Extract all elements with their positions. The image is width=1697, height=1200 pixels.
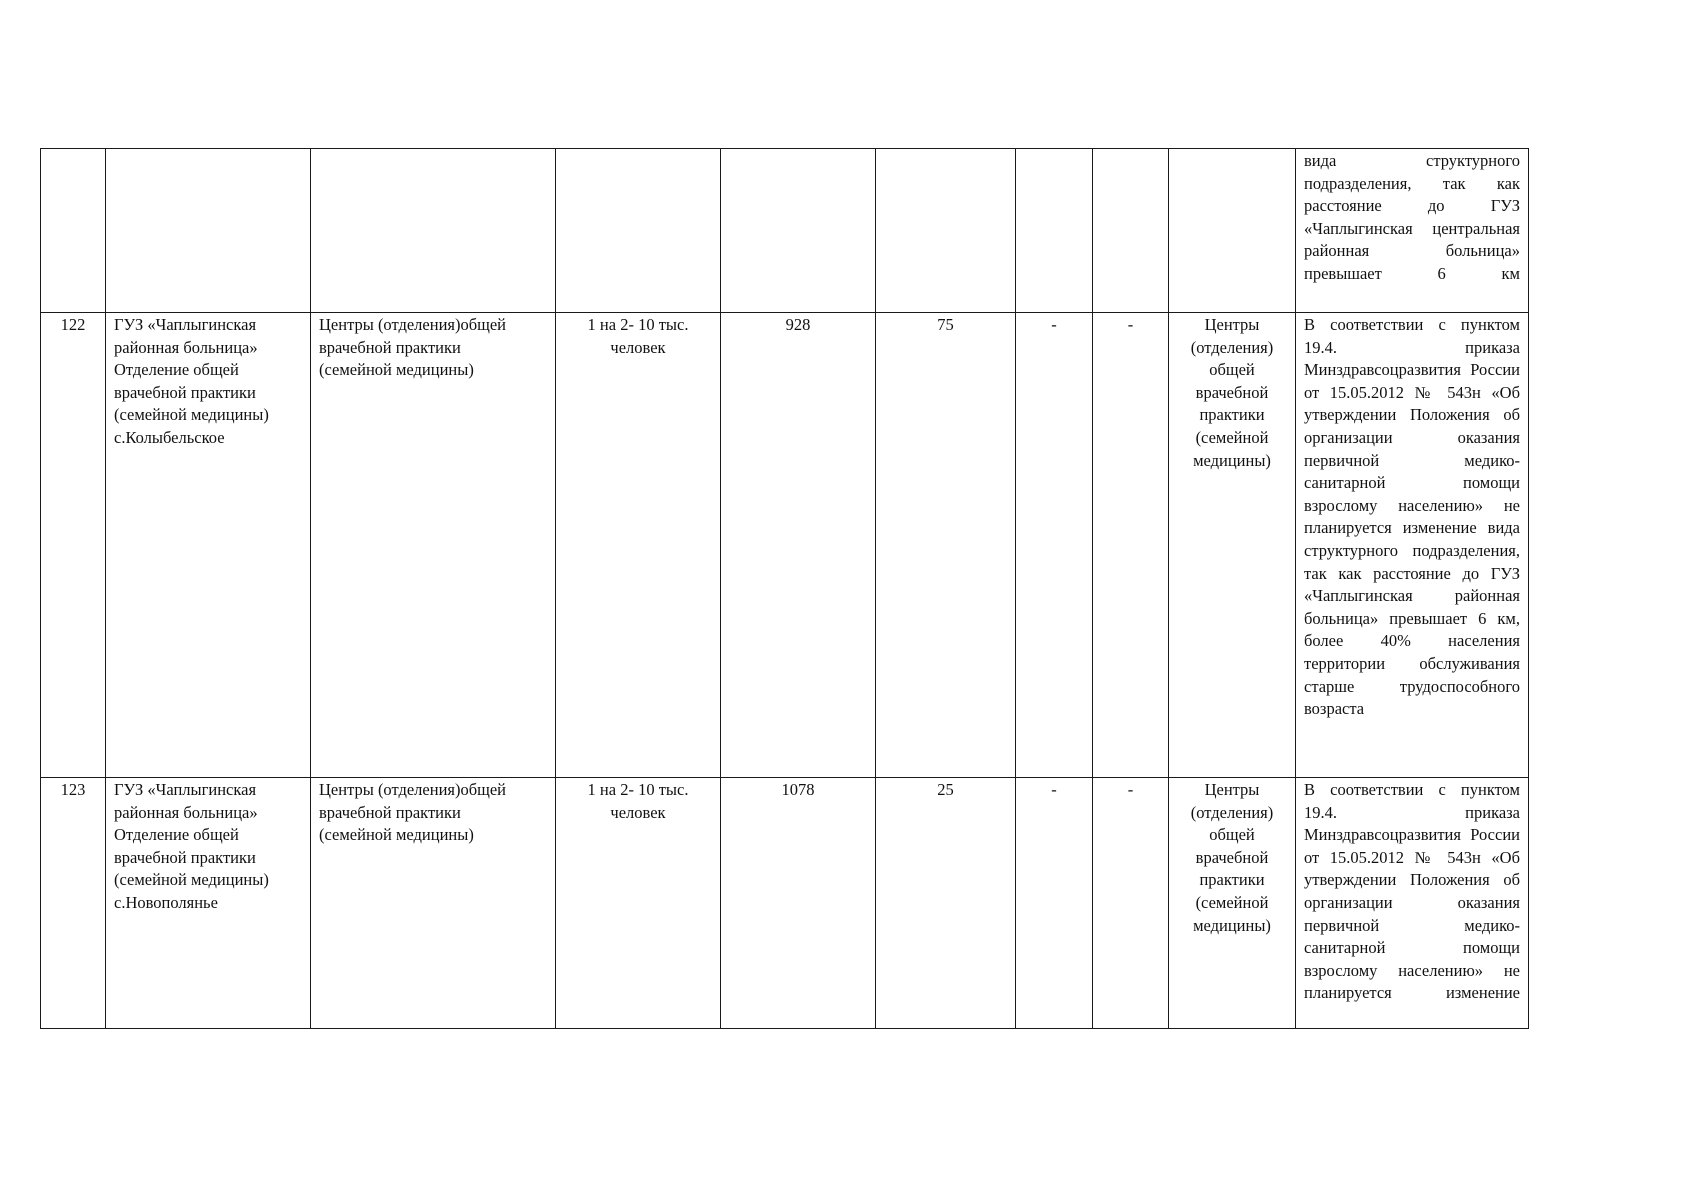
justification-text: В соответствии с пунктом 19.4. приказа Минздравсоцразвития России от 15.05.2012 № 543н «Об утверждении Положения об организации оказания первичной медико-санитарной помощи взрослому населению» не планируется изменение вида структурного подразделения, так как расстояние до ГУЗ «Чаплыгинская районная больница» превышает 6 км, более 40% населения территории обслуживания старше трудоспособного возраста (1304, 315, 1520, 719)
distance (876, 149, 1016, 313)
staffing-norm (556, 149, 721, 313)
table-row (41, 149, 1529, 313)
organization-name: ГУЗ «Чаплыгинская районная больница» Отделение общей врачебной практики (семейной медицины) с.Новополянье (106, 778, 311, 1029)
column-8-value: - (1093, 778, 1169, 1029)
table-row (41, 778, 1529, 1029)
target-unit-type: Центры (отделения) общей врачебной практики (семейной медицины) (1169, 778, 1296, 1029)
justification (1296, 778, 1529, 1029)
population (721, 149, 876, 313)
column-8-value (1093, 149, 1169, 313)
justification-text: вида структурного подразделения, так как расстояние до ГУЗ «Чаплыгинская центральная районная больница» превышает 6 км (1304, 151, 1520, 283)
row-number: 122 (41, 313, 106, 778)
population: 928 (721, 313, 876, 778)
column-8-value: - (1093, 313, 1169, 778)
unit-type: Центры (отделения)общей врачебной практики (семейной медицины) (311, 313, 556, 778)
staffing-norm: 1 на 2- 10 тыс. человек (556, 778, 721, 1029)
justification (1296, 313, 1529, 778)
column-7-value: - (1016, 778, 1093, 1029)
target-unit-type (1169, 149, 1296, 313)
row-number (41, 149, 106, 313)
distance: 75 (876, 313, 1016, 778)
table-row (41, 313, 1529, 778)
justification (1296, 149, 1529, 313)
column-7-value: - (1016, 313, 1093, 778)
organization-name (106, 149, 311, 313)
justification-text: В соответствии с пунктом 19.4. приказа Минздравсоцразвития России от 15.05.2012 № 543н «Об утверждении Положения об организации оказания первичной медико-санитарной помощи взрослому населению» не планируется изменение (1304, 780, 1520, 1003)
organization-name: ГУЗ «Чаплыгинская районная больница» Отделение общей врачебной практики (семейной медицины) с.Колыбельское (106, 313, 311, 778)
target-unit-type: Центры (отделения) общей врачебной практики (семейной медицины) (1169, 313, 1296, 778)
population: 1078 (721, 778, 876, 1029)
staffing-norm: 1 на 2- 10 тыс. человек (556, 313, 721, 778)
facilities-table (40, 148, 1529, 1029)
distance: 25 (876, 778, 1016, 1029)
unit-type (311, 149, 556, 313)
row-number: 123 (41, 778, 106, 1029)
unit-type: Центры (отделения)общей врачебной практики (семейной медицины) (311, 778, 556, 1029)
column-7-value (1016, 149, 1093, 313)
